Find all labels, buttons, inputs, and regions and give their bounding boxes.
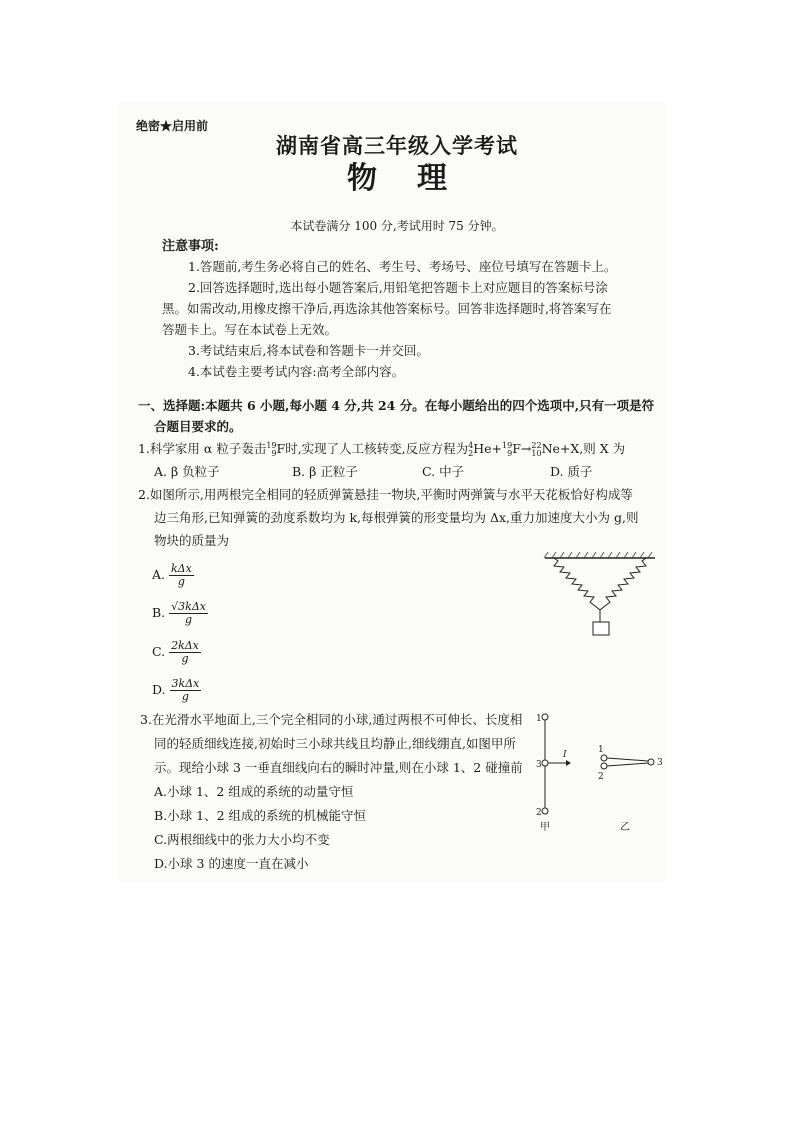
left-spring: [554, 558, 600, 610]
exam-title: 湖南省高三年级入学考试: [276, 133, 518, 158]
q2-option-b[interactable]: [152, 601, 208, 626]
yi-label-1: 1: [598, 745, 604, 755]
q1-sym: F: [276, 441, 286, 456]
notes-heading: 注意事项:: [162, 239, 219, 254]
q2-stem: 2.如图所示,用两根完全相同的轻质弹簧悬挂一物块,平衡时两弹簧与水平天花板恰好构成等: [138, 487, 633, 502]
q1-option-c[interactable]: C. 中子: [422, 464, 465, 479]
ball-1: [542, 714, 548, 720]
label-impulse: I: [563, 750, 567, 760]
q3-option-b[interactable]: B.小球 1、2 组成的系统的机械能守恒: [154, 808, 367, 823]
fraction: $\frac{\text{kΔx}}{g}$: [171, 562, 192, 588]
label-jia: 甲: [540, 822, 550, 833]
subject-title: 物理: [347, 161, 487, 196]
isotope-f2: 19 9: [502, 440, 513, 458]
fraction: $\frac{\text{3kΔx}}{g}$: [171, 677, 200, 703]
q1-stem-part: 1.科学家用 α 粒子轰击: [138, 441, 267, 456]
yi-label-3: 3: [657, 758, 663, 768]
isotope-ne: 22 10: [531, 440, 542, 458]
note-item: 答题卡上。写在本试卷上无效。: [162, 322, 338, 337]
yi-ball-1: [601, 755, 607, 761]
q1-sym: F→: [512, 441, 532, 456]
q2-option-a[interactable]: [152, 563, 194, 588]
q3-stem: 同的轻质细线连接,初始时三小球共线且均静止,细线绷直,如图甲所: [154, 736, 516, 751]
fraction: $\frac{\text{2kΔx}}{g}$: [171, 639, 199, 665]
q3-stem: 3.在光滑水平地面上,三个完全相同的小球,通过两根不可伸长、长度相: [140, 712, 523, 727]
figure-yi: [590, 742, 670, 834]
option-label: B.: [152, 605, 166, 620]
section-heading: 一、选择题:本题共 6 小题,每小题 4 分,共 24 分。在每小题给出的四个选项中,只有一项是符: [138, 398, 655, 413]
label-ball-2: 2: [536, 808, 542, 818]
q1-stem: [138, 441, 625, 458]
q2-option-c[interactable]: [152, 640, 201, 665]
q3-stem: 示。现给小球 3 一垂直细线向右的瞬时冲量,则在小球 1、2 碰撞前: [154, 760, 523, 775]
spring-figure: [540, 550, 660, 640]
ball-3: [542, 760, 548, 766]
option-label: C.: [152, 644, 166, 659]
fraction: $\frac{\text{√3kΔx}}{g}$: [171, 600, 206, 626]
note-item: 1.答题前,考生务必将自己的姓名、考生号、考场号、座位号填写在答题卡上。: [188, 259, 617, 274]
block: [593, 622, 609, 635]
label-ball-1: 1: [536, 714, 542, 724]
section-heading-cont: 合题目要求的。: [154, 419, 242, 434]
ball-2: [542, 808, 548, 814]
q3-option-c[interactable]: C.两根细线中的张力大小均不变: [154, 832, 330, 847]
label-ball-3: 3: [536, 760, 542, 770]
figure-jia: [530, 708, 580, 834]
secret-label: 绝密★启用前: [136, 119, 209, 133]
q1-stem-part: 时,实现了人工核转变,反应方程为: [285, 441, 469, 456]
isotope-f: 19 9: [266, 440, 277, 458]
yi-ball-3: [648, 759, 654, 765]
q2-stem: 物块的质量为: [154, 533, 230, 548]
q1-sym: Ne+X,则 X 为: [541, 441, 626, 456]
q2-stem: 边三角形,已知弹簧的劲度系数均为 k,每根弹簧的形变量均为 Δx,重力加速度大小为 g,则: [154, 510, 639, 525]
isotope-he: 4 2: [468, 440, 474, 458]
note-item: 3.考试结束后,将本试卷和答题卡一并交回。: [188, 343, 429, 358]
exam-info: 本试卷满分 100 分,考试用时 75 分钟。: [290, 219, 504, 233]
option-label: D.: [152, 682, 166, 697]
q1-option-d[interactable]: D. 质子: [550, 464, 593, 479]
q1-sym: He+: [473, 441, 503, 456]
label-yi: 乙: [620, 822, 630, 833]
yi-label-2: 2: [598, 772, 604, 782]
note-item: 4.本试卷主要考试内容:高考全部内容。: [188, 364, 405, 379]
option-label: A.: [152, 567, 166, 582]
q3-option-a[interactable]: A.小球 1、2 组成的系统的动量守恒: [154, 784, 354, 799]
yi-ball-2: [601, 763, 607, 769]
right-spring: [600, 558, 646, 610]
q3-option-d[interactable]: D.小球 3 的速度一直在减小: [154, 856, 309, 871]
note-item: 2.回答选择题时,选出每小题答案后,用铅笔把答题卡上对应题目的答案标号涂: [188, 280, 608, 295]
q1-option-b[interactable]: B. β 正粒子: [292, 464, 358, 479]
q1-option-a[interactable]: A. β 负粒子: [154, 464, 220, 479]
note-item: 黑。如需改动,用橡皮擦干净后,再选涂其他答案标号。回答非选择题时,将答案写在: [162, 301, 612, 316]
q2-option-d[interactable]: [152, 678, 201, 703]
